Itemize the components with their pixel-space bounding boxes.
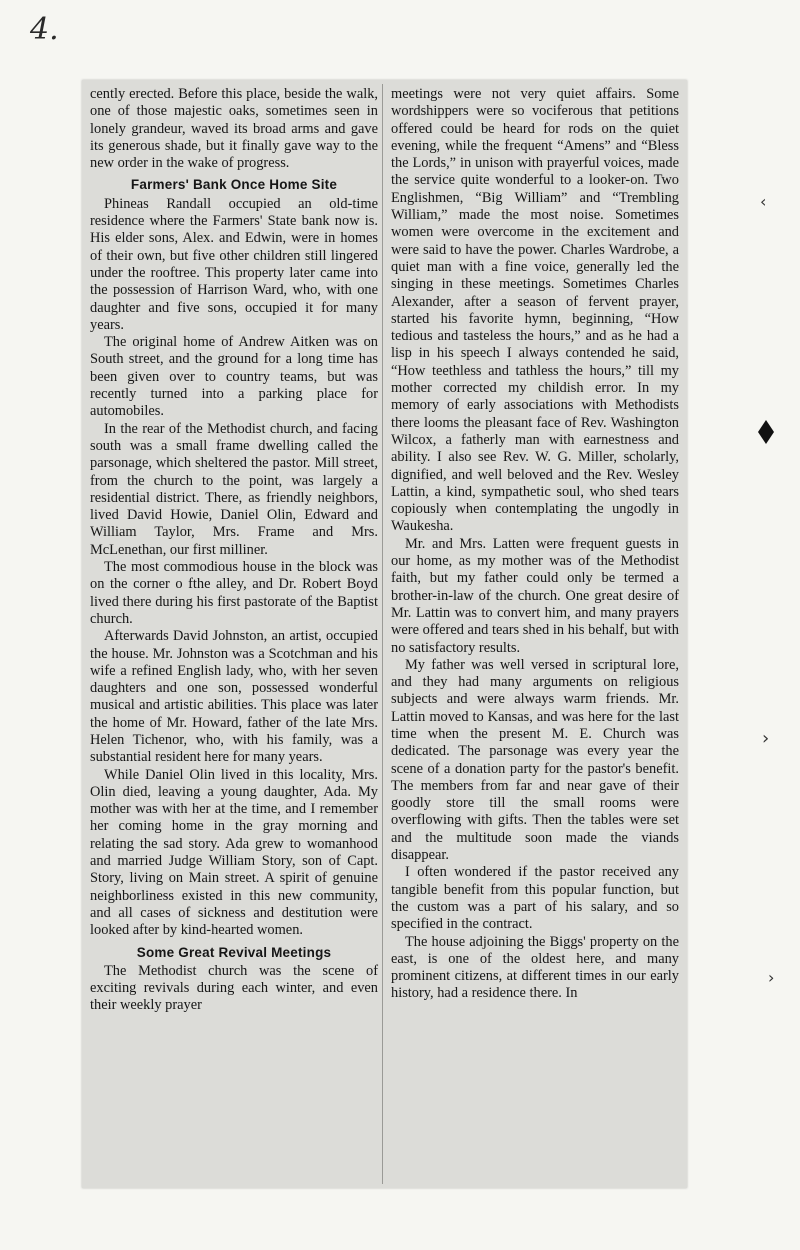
article-paragraph: In the rear of the Methodist church, and facing south was a small frame dwelling called the parsonage, which sheltered the pastor. Mill street, from the church to the point, was largely a residential district. There, as friendly neighbors, lived David Howie, Daniel Olin, Edward and William Taylor, Mrs. Frame and Mrs. McLenethan, our first milliner.: [90, 420, 378, 558]
article-paragraph: The house adjoining the Biggs' property on the east, is one of the oldest here, and many prominent citizens, at different times in our early history, had a residence there. In: [391, 933, 679, 1002]
article-paragraph: Phineas Randall occupied an old-time residence where the Farmers' State bank now is. His elder sons, Alex. and Edwin, were in homes of their own, but five other children still lingered under the rooftree. This property later came into the possession of Harrison Ward, who, with one daughter and five sons, occupied it for many years.: [90, 195, 378, 333]
article-paragraph: meetings were not very quiet affairs. Some wordshippers were so vociferous that petitions offered could be heard for rods on the quiet evening, while the frequent “Amens” and “Bless the Lords,” in unison with prayerful voices, made the service quite wonderful to a looker-on. Two Englishmen, “Big William” and “Trembling William,” made the most noise. Sometimes women were overcome in the excitement and were said to have the power. Charles Wardrobe, a quiet man with a fine voice, generally led the singing in these meetings. Sometimes Charles Alexander, after a season of fervent prayer, started his favorite hymn, beginning, “How tedious and tasteless the hours,” and as he had a lisp in his speech I always contended he said, “How teethless and tathless the hours,” till my mother corrected my childish error. In my memory of early associations with Methodists there looms the pleasant face of Rev. Washington Wilcox, a fatherly man with earnestness and ability. I also see Rev. W. G. Miller, scholarly, dignified, and well beloved and the Rev. Wesley Lattin, a kind, sympathetic soul, who shed tears copiously when contemplating the ungodly in Waukesha.: [391, 86, 679, 535]
article-paragraph: My father was well versed in scriptural lore, and they had many arguments on religious subjects and were always warm friends. Mr. Lattin moved to Kansas, and was here for the last time when the present M. E. Church was dedicated. The parsonage was every year the scene of a donation party for the pastor's benefit. The members from far and near gave of their goodly store till the small rooms were overflowing with gifts. Then the tables were set and the multitude soon made the viands disappear.: [391, 656, 679, 864]
article-paragraph: The most commodious house in the block was on the corner o fthe alley, and Dr. Robert Boyd lived there during his first pastorate of the Baptist church.: [90, 559, 378, 627]
article-paragraph: cently erected. Before this place, beside the walk, one of those majestic oaks, sometimes seen in lonely grandeur, waved its broad arms and gave its generous shade, but it finally gave way to the new order in the wake of progress.: [90, 86, 378, 172]
article-paragraph: While Daniel Olin lived in this locality, Mrs. Olin died, leaving a young daughter, Ada. My mother was with her at the time, and I remember her coming home in the gray morning and relating the sad story. Ada grew to womanhood and married Judge William Story, son of Capt. Story, living on Main street. A spirit of genuine neighborliness existed in this new community, and all cases of sickness and destitution were looked after by kind-hearted women.: [90, 766, 378, 939]
article-paragraph: Afterwards David Johnston, an artist, occupied the house. Mr. Johnston was a Scotchman and his wife a refined English lady, who, with her seven daughters and one son, possessed wonderful musical and artistic abilities. This place was later the home of Mr. Howard, father of the late Mrs. Helen Tichenor, who, with his family, was a substantial resident here for many years.: [90, 628, 378, 766]
section-heading: Farmers' Bank Once Home Site: [130, 177, 338, 193]
punch-hole: [758, 420, 774, 444]
article-paragraph: I often wondered if the pastor received any tangible benefit from this popular function, but the custom was a part of his salary, and so specified in the contract.: [391, 864, 679, 933]
newspaper-clipping: [82, 80, 687, 1188]
column-divider: [382, 84, 383, 1184]
article-column-left: [90, 86, 378, 1015]
page-number: 4.: [30, 12, 59, 47]
margin-mark: ›: [762, 728, 770, 749]
margin-mark: ›: [768, 968, 775, 987]
margin-mark: ‹: [760, 192, 767, 211]
article-paragraph: The original home of Andrew Aitken was on South street, and the ground for a long time has been given over to country teams, but was recently turned into a parking place for automobiles.: [90, 334, 378, 420]
section-heading: Some Great Revival Meetings: [136, 944, 332, 960]
article-paragraph: The Methodist church was the scene of exciting revivals during each winter, and even their weekly prayer: [90, 962, 378, 1014]
article-paragraph: Mr. and Mrs. Latten were frequent guests in our home, as my mother was of the Methodist faith, but my father could only be termed a brother-in-law of the church. One great desire of Mr. Lattin was to convert him, and many prayers were offered and tears shed in his behalf, but with no satisfactory results.: [391, 535, 679, 656]
article-column-right: [391, 86, 679, 1003]
